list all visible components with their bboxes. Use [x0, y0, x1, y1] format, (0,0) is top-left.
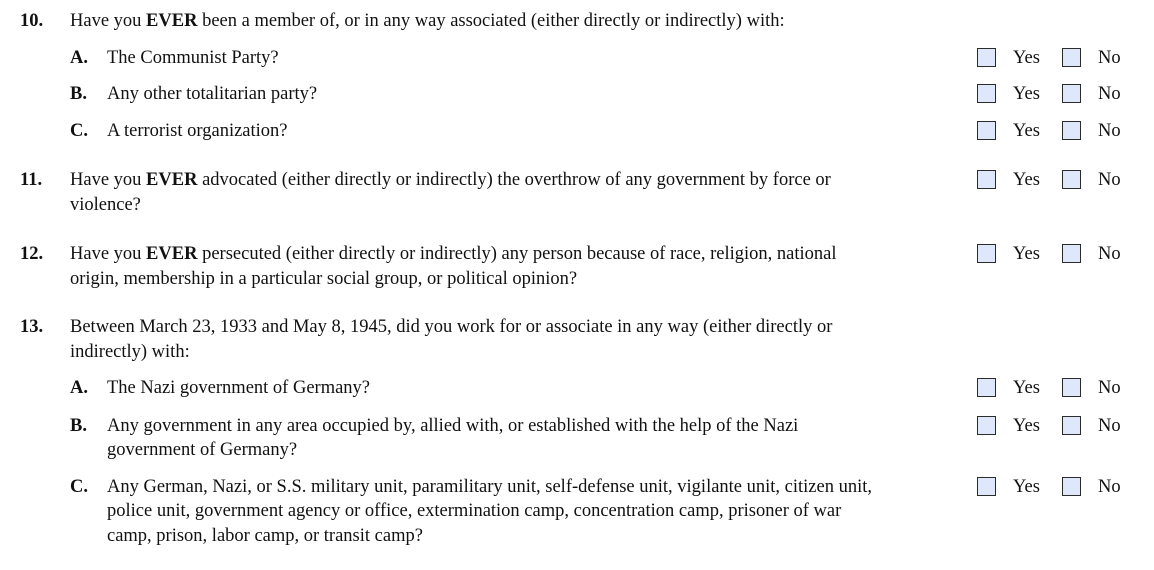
item-letter: B. [70, 416, 87, 436]
item-text-line2: government of Germany? [107, 440, 298, 460]
item-text: Any German, Nazi, or S.S. military unit, paramilitary unit, self-defense unit, vigilante unit, citizen unit, [107, 477, 873, 497]
item-letter: C. [70, 477, 88, 497]
no-label: No [1098, 121, 1121, 141]
item-text: A terrorist organization? [107, 121, 288, 141]
no-checkbox[interactable] [1062, 170, 1081, 189]
yes-label: Yes [1013, 48, 1040, 68]
no-checkbox[interactable] [1062, 121, 1081, 140]
yes-checkbox[interactable] [977, 48, 996, 67]
item-text-line3: camp, prison, labor camp, or transit camp? [107, 526, 423, 546]
question-number: 13. [20, 317, 44, 337]
no-label: No [1098, 244, 1121, 264]
item-letter: A. [70, 378, 88, 398]
question-text-post: persecuted (either directly or indirectly) any person because of race, religion, national [197, 244, 837, 264]
yes-checkbox[interactable] [977, 378, 996, 397]
no-label: No [1098, 170, 1121, 190]
yes-checkbox[interactable] [977, 121, 996, 140]
question-text-emphasis: EVER [146, 11, 198, 31]
question-text-emphasis: EVER [146, 170, 198, 190]
question-number: 12. [20, 244, 44, 264]
question-number: 11. [20, 170, 43, 190]
question-text-line2: indirectly) with: [70, 342, 190, 362]
question-text: Between March 23, 1933 and May 8, 1945, did you work for or associate in any way (either directly or [70, 317, 833, 337]
no-label: No [1098, 378, 1121, 398]
yes-label: Yes [1013, 416, 1040, 436]
item-letter: A. [70, 48, 88, 68]
no-label: No [1098, 416, 1121, 436]
item-letter: B. [70, 84, 87, 104]
item-letter: C. [70, 121, 88, 141]
yes-label: Yes [1013, 121, 1040, 141]
question-text-post: been a member of, or in any way associated (either directly or indirectly) with: [197, 11, 785, 31]
question-text-pre: Have you [70, 11, 147, 31]
no-checkbox[interactable] [1062, 378, 1081, 397]
yes-label: Yes [1013, 244, 1040, 264]
yes-checkbox[interactable] [977, 170, 996, 189]
question-text-post: advocated (either directly or indirectly) the overthrow of any government by force or [197, 170, 831, 190]
no-checkbox[interactable] [1062, 477, 1081, 496]
yes-checkbox[interactable] [977, 244, 996, 263]
yes-label: Yes [1013, 378, 1040, 398]
item-text: The Communist Party? [107, 48, 279, 68]
no-checkbox[interactable] [1062, 416, 1081, 435]
yes-checkbox[interactable] [977, 477, 996, 496]
no-label: No [1098, 477, 1121, 497]
question-text-pre: Have you [70, 244, 147, 264]
item-text: Any other totalitarian party? [107, 84, 318, 104]
no-label: No [1098, 84, 1121, 104]
no-checkbox[interactable] [1062, 244, 1081, 263]
no-checkbox[interactable] [1062, 84, 1081, 103]
question-text [70, 9, 785, 34]
no-label: No [1098, 48, 1121, 68]
question-text-emphasis: EVER [146, 244, 198, 264]
item-text: Any government in any area occupied by, allied with, or established with the help of the Nazi [107, 416, 799, 436]
question-text-line2: origin, membership in a particular social group, or political opinion? [70, 269, 578, 289]
question-text [70, 168, 831, 193]
question-text-line2: violence? [70, 195, 141, 215]
yes-label: Yes [1013, 170, 1040, 190]
yes-checkbox[interactable] [977, 84, 996, 103]
yes-label: Yes [1013, 84, 1040, 104]
item-text: The Nazi government of Germany? [107, 378, 371, 398]
question-number: 10. [20, 11, 44, 31]
question-text [70, 242, 836, 267]
yes-checkbox[interactable] [977, 416, 996, 435]
yes-label: Yes [1013, 477, 1040, 497]
item-text-line2: police unit, government agency or office, extermination camp, concentration camp, prisoner of war [107, 501, 842, 521]
no-checkbox[interactable] [1062, 48, 1081, 67]
question-text-pre: Have you [70, 170, 147, 190]
